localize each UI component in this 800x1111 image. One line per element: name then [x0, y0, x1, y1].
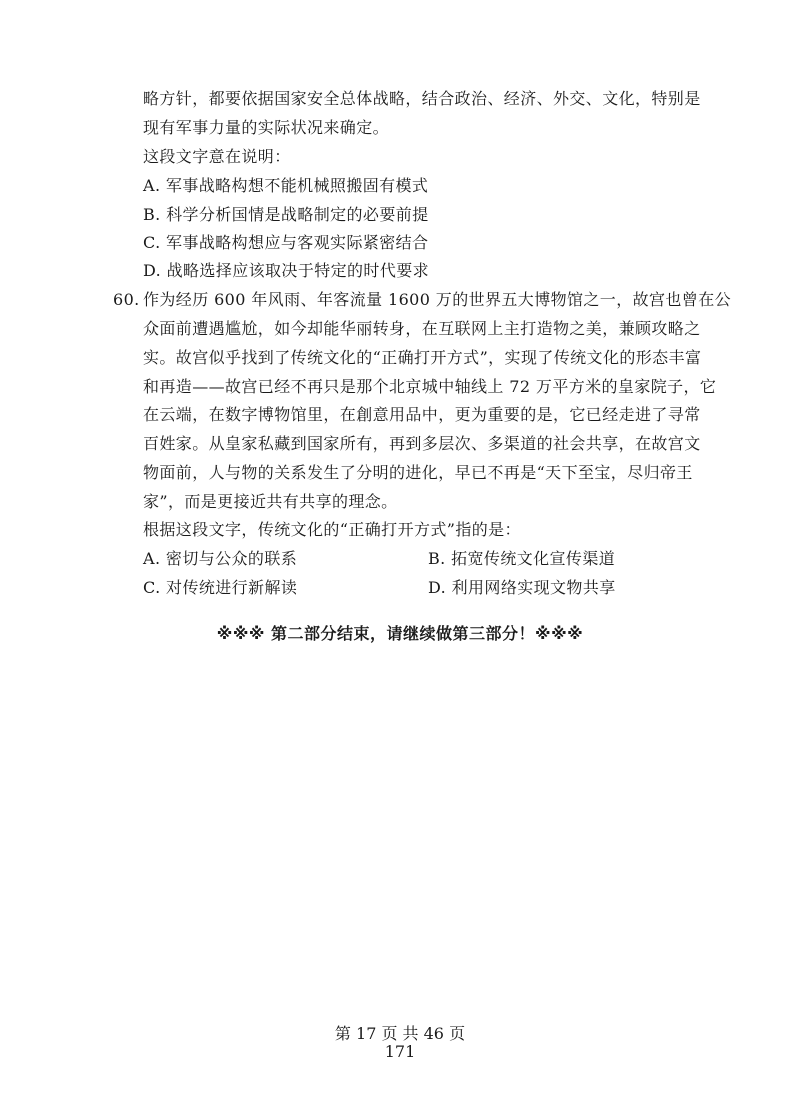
q60-text-line-7: 物面前，人与物的关系发生了分明的进化，早已不再是“天下至宝，尽归帝王 — [143, 463, 693, 482]
q59-option-d: D. 战略选择应该取决于特定的时代要求 — [143, 261, 430, 280]
q60-text-line-1: 作为经历 600 年风雨、年客流量 1600 万的世界五大博物馆之一，故宫也曾在公 — [143, 290, 732, 309]
section-end-notice: ※※※ 第二部分结束，请继续做第三部分！※※※ — [216, 624, 584, 643]
q60-option-c: C. 对传统进行新解读 — [143, 578, 298, 597]
q59-option-a: A. 军事战略构想不能机械照搬固有模式 — [143, 176, 429, 195]
q59-option-c: C. 军事战略构想应与客观实际紧密结合 — [143, 233, 429, 252]
q60-text-line-6: 百姓家。从皇家私藏到国家所有，再到多层次、多渠道的社会共享，在故宫文 — [143, 434, 701, 453]
q59-prompt: 这段文字意在说明： — [143, 147, 291, 166]
q59-option-b: B. 科学分析国情是战略制定的必要前提 — [143, 205, 429, 224]
page-info: 第 17 页 共 46 页 — [334, 1024, 466, 1043]
q60-text-line-2: 众面前遭遇尴尬，如今却能华丽转身，在互联网上主打造物之美，兼顾攻略之 — [143, 319, 701, 338]
q60-text-line-4: 和再造——故宫已经不再只是那个北京城中轴线上 72 万平方米的皇家院子，它 — [143, 377, 717, 396]
q60-option-a: A. 密切与公众的联系 — [143, 549, 298, 568]
q59-text-line-1: 略方针，都要依据国家安全总体战略，结合政治、经济、外交、文化，特别是 — [143, 89, 701, 108]
q60-number: 60. — [113, 290, 140, 309]
q60-option-b: B. 拓宽传统文化宣传渠道 — [428, 549, 616, 568]
q60-text-line-3: 实。故宫似乎找到了传统文化的“正确打开方式”，实现了传统文化的形态丰富 — [143, 348, 702, 367]
q60-text-line-5: 在云端，在数字博物馆里，在創意用品中，更为重要的是，它已经走进了寻常 — [143, 405, 701, 424]
q59-text-line-2: 现有军事力量的实际状况来确定。 — [143, 118, 390, 137]
page-number: 171 — [384, 1042, 416, 1061]
q60-option-d: D. 利用网络实现文物共享 — [428, 578, 616, 597]
q60-text-line-8: 家”，而是更接近共有共享的理念。 — [143, 492, 398, 511]
q60-prompt: 根据这段文字，传统文化的“正确打开方式”指的是： — [143, 520, 521, 539]
